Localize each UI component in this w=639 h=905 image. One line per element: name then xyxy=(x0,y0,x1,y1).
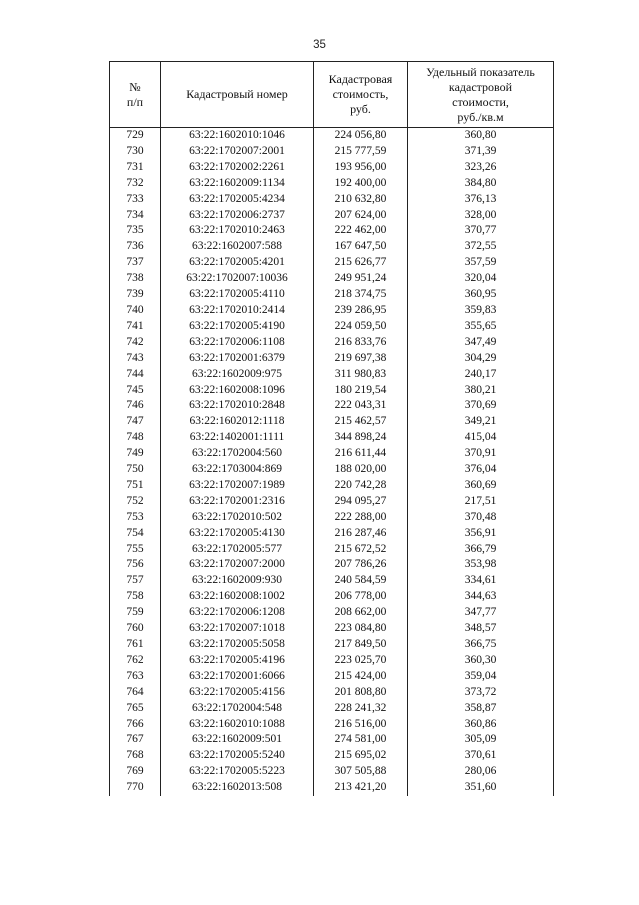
cadastral-value-cell: 180 219,54 xyxy=(314,383,408,399)
cadastral-number-cell: 63:22:1702001:6379 xyxy=(161,351,314,367)
cadastral-value-cell: 222 043,31 xyxy=(314,398,408,414)
table-row xyxy=(110,271,554,287)
cadastral-value-cell: 228 241,32 xyxy=(314,701,408,717)
header-row-number: № п/п xyxy=(110,62,161,128)
table-row xyxy=(110,223,554,239)
table-row xyxy=(110,685,554,701)
cadastral-value-table xyxy=(109,61,554,796)
cadastral-number-cell: 63:22:1702005:4190 xyxy=(161,319,314,335)
table-row xyxy=(110,701,554,717)
cadastral-value-cell: 207 786,26 xyxy=(314,557,408,573)
cadastral-value-cell: 207 624,00 xyxy=(314,208,408,224)
specific-value-cell: 348,57 xyxy=(408,621,554,637)
table-row xyxy=(110,128,554,144)
row-number-cell: 751 xyxy=(110,478,161,494)
table-row xyxy=(110,208,554,224)
specific-value-cell: 328,00 xyxy=(408,208,554,224)
specific-value-cell: 305,09 xyxy=(408,732,554,748)
cadastral-number-cell: 63:22:1702006:2737 xyxy=(161,208,314,224)
row-number-cell: 738 xyxy=(110,271,161,287)
row-number-cell: 731 xyxy=(110,160,161,176)
cadastral-value-cell: 215 626,77 xyxy=(314,255,408,271)
row-number-cell: 747 xyxy=(110,414,161,430)
specific-value-cell: 280,06 xyxy=(408,764,554,780)
row-number-cell: 759 xyxy=(110,605,161,621)
row-number-cell: 740 xyxy=(110,303,161,319)
table-row xyxy=(110,255,554,271)
specific-value-cell: 376,04 xyxy=(408,462,554,478)
table-row xyxy=(110,335,554,351)
cadastral-number-cell: 63:22:1602008:1002 xyxy=(161,589,314,605)
table-row xyxy=(110,319,554,335)
header-row xyxy=(110,62,554,128)
table-row xyxy=(110,192,554,208)
row-number-cell: 742 xyxy=(110,335,161,351)
row-number-cell: 753 xyxy=(110,510,161,526)
cadastral-value-cell: 215 672,52 xyxy=(314,542,408,558)
specific-value-cell: 370,77 xyxy=(408,223,554,239)
table-row xyxy=(110,764,554,780)
specific-value-cell: 349,21 xyxy=(408,414,554,430)
table-row xyxy=(110,573,554,589)
table-row xyxy=(110,383,554,399)
cadastral-value-cell: 222 288,00 xyxy=(314,510,408,526)
cadastral-number-cell: 63:22:1602010:1088 xyxy=(161,717,314,733)
cadastral-number-cell: 63:22:1702005:577 xyxy=(161,542,314,558)
row-number-cell: 749 xyxy=(110,446,161,462)
cadastral-number-cell: 63:22:1602013:508 xyxy=(161,780,314,796)
row-number-cell: 768 xyxy=(110,748,161,764)
cadastral-value-cell: 294 095,27 xyxy=(314,494,408,510)
cadastral-number-cell: 63:22:1702010:502 xyxy=(161,510,314,526)
cadastral-value-cell: 218 374,75 xyxy=(314,287,408,303)
row-number-cell: 762 xyxy=(110,653,161,669)
table-row xyxy=(110,160,554,176)
table-row xyxy=(110,732,554,748)
cadastral-value-cell: 249 951,24 xyxy=(314,271,408,287)
specific-value-cell: 351,60 xyxy=(408,780,554,796)
row-number-cell: 734 xyxy=(110,208,161,224)
row-number-cell: 739 xyxy=(110,287,161,303)
specific-value-cell: 370,48 xyxy=(408,510,554,526)
cadastral-number-cell: 63:22:1702007:2000 xyxy=(161,557,314,573)
row-number-cell: 745 xyxy=(110,383,161,399)
table-row xyxy=(110,748,554,764)
cadastral-number-cell: 63:22:1702005:4130 xyxy=(161,526,314,542)
table-row xyxy=(110,478,554,494)
specific-value-cell: 358,87 xyxy=(408,701,554,717)
row-number-cell: 765 xyxy=(110,701,161,717)
specific-value-cell: 360,80 xyxy=(408,128,554,144)
row-number-cell: 746 xyxy=(110,398,161,414)
table-row xyxy=(110,653,554,669)
cadastral-value-cell: 215 695,02 xyxy=(314,748,408,764)
row-number-cell: 766 xyxy=(110,717,161,733)
specific-value-cell: 217,51 xyxy=(408,494,554,510)
cadastral-value-cell: 215 424,00 xyxy=(314,669,408,685)
specific-value-cell: 357,59 xyxy=(408,255,554,271)
cadastral-value-cell: 213 421,20 xyxy=(314,780,408,796)
specific-value-cell: 370,91 xyxy=(408,446,554,462)
specific-value-cell: 360,95 xyxy=(408,287,554,303)
cadastral-number-cell: 63:22:1602009:975 xyxy=(161,367,314,383)
table-row xyxy=(110,144,554,160)
cadastral-value-cell: 224 056,80 xyxy=(314,128,408,144)
specific-value-cell: 360,86 xyxy=(408,717,554,733)
specific-value-cell: 334,61 xyxy=(408,573,554,589)
table-row xyxy=(110,669,554,685)
table-row xyxy=(110,557,554,573)
specific-value-cell: 415,04 xyxy=(408,430,554,446)
cadastral-number-cell: 63:22:1702004:560 xyxy=(161,446,314,462)
cadastral-number-cell: 63:22:1602007:588 xyxy=(161,239,314,255)
cadastral-number-cell: 63:22:1702005:5223 xyxy=(161,764,314,780)
cadastral-value-cell: 274 581,00 xyxy=(314,732,408,748)
cadastral-value-cell: 193 956,00 xyxy=(314,160,408,176)
specific-value-cell: 347,49 xyxy=(408,335,554,351)
table-row xyxy=(110,287,554,303)
cadastral-value-cell: 344 898,24 xyxy=(314,430,408,446)
specific-value-cell: 373,72 xyxy=(408,685,554,701)
table-row xyxy=(110,430,554,446)
table-row xyxy=(110,589,554,605)
specific-value-cell: 366,79 xyxy=(408,542,554,558)
specific-value-cell: 380,21 xyxy=(408,383,554,399)
cadastral-value-cell: 215 777,59 xyxy=(314,144,408,160)
cadastral-value-cell: 216 833,76 xyxy=(314,335,408,351)
cadastral-number-cell: 63:22:1702007:10036 xyxy=(161,271,314,287)
row-number-cell: 752 xyxy=(110,494,161,510)
row-number-cell: 735 xyxy=(110,223,161,239)
cadastral-value-cell: 223 025,70 xyxy=(314,653,408,669)
cadastral-value-cell: 311 980,83 xyxy=(314,367,408,383)
header-cadastral-value: Кадастровая стоимость, руб. xyxy=(314,62,408,128)
table-row xyxy=(110,621,554,637)
cadastral-number-cell: 63:22:1602012:1118 xyxy=(161,414,314,430)
row-number-cell: 758 xyxy=(110,589,161,605)
specific-value-cell: 376,13 xyxy=(408,192,554,208)
table-row xyxy=(110,717,554,733)
header-cadastral-number: Кадастровый номер xyxy=(161,62,314,128)
specific-value-cell: 356,91 xyxy=(408,526,554,542)
row-number-cell: 729 xyxy=(110,128,161,144)
row-number-cell: 750 xyxy=(110,462,161,478)
cadastral-value-cell: 208 662,00 xyxy=(314,605,408,621)
cadastral-number-cell: 63:22:1602010:1046 xyxy=(161,128,314,144)
row-number-cell: 743 xyxy=(110,351,161,367)
specific-value-cell: 370,69 xyxy=(408,398,554,414)
cadastral-value-cell: 222 462,00 xyxy=(314,223,408,239)
table-row xyxy=(110,303,554,319)
row-number-cell: 748 xyxy=(110,430,161,446)
cadastral-value-cell: 223 084,80 xyxy=(314,621,408,637)
row-number-cell: 736 xyxy=(110,239,161,255)
cadastral-number-cell: 63:22:1602009:501 xyxy=(161,732,314,748)
specific-value-cell: 359,04 xyxy=(408,669,554,685)
cadastral-number-cell: 63:22:1702004:548 xyxy=(161,701,314,717)
specific-value-cell: 372,55 xyxy=(408,239,554,255)
row-number-cell: 741 xyxy=(110,319,161,335)
cadastral-value-cell: 307 505,88 xyxy=(314,764,408,780)
specific-value-cell: 359,83 xyxy=(408,303,554,319)
row-number-cell: 770 xyxy=(110,780,161,796)
specific-value-cell: 384,80 xyxy=(408,176,554,192)
cadastral-number-cell: 63:22:1702005:5240 xyxy=(161,748,314,764)
specific-value-cell: 355,65 xyxy=(408,319,554,335)
specific-value-cell: 320,04 xyxy=(408,271,554,287)
header-specific-value: Удельный показатель кадастровой стоимости, руб./кв.м xyxy=(408,62,554,128)
cadastral-number-cell: 63:22:1702010:2463 xyxy=(161,223,314,239)
table-row xyxy=(110,446,554,462)
table-row xyxy=(110,510,554,526)
cadastral-value-cell: 215 462,57 xyxy=(314,414,408,430)
specific-value-cell: 353,98 xyxy=(408,557,554,573)
row-number-cell: 730 xyxy=(110,144,161,160)
cadastral-number-cell: 63:22:1702007:1989 xyxy=(161,478,314,494)
cadastral-number-cell: 63:22:1702002:2261 xyxy=(161,160,314,176)
cadastral-number-cell: 63:22:1702006:1108 xyxy=(161,335,314,351)
table-row xyxy=(110,780,554,796)
specific-value-cell: 323,26 xyxy=(408,160,554,176)
row-number-cell: 760 xyxy=(110,621,161,637)
table-row xyxy=(110,239,554,255)
row-number-cell: 761 xyxy=(110,637,161,653)
cadastral-number-cell: 63:22:1702001:6066 xyxy=(161,669,314,685)
cadastral-number-cell: 63:22:1702005:4201 xyxy=(161,255,314,271)
table-row xyxy=(110,351,554,367)
specific-value-cell: 344,63 xyxy=(408,589,554,605)
row-number-cell: 744 xyxy=(110,367,161,383)
cadastral-value-cell: 239 286,95 xyxy=(314,303,408,319)
table-row xyxy=(110,605,554,621)
table-body xyxy=(110,128,554,797)
specific-value-cell: 360,69 xyxy=(408,478,554,494)
cadastral-number-cell: 63:22:1702005:5058 xyxy=(161,637,314,653)
row-number-cell: 764 xyxy=(110,685,161,701)
cadastral-value-cell: 216 287,46 xyxy=(314,526,408,542)
cadastral-value-cell: 220 742,28 xyxy=(314,478,408,494)
row-number-cell: 733 xyxy=(110,192,161,208)
row-number-cell: 756 xyxy=(110,557,161,573)
specific-value-cell: 240,17 xyxy=(408,367,554,383)
cadastral-number-cell: 63:22:1702010:2414 xyxy=(161,303,314,319)
cadastral-number-cell: 63:22:1702005:4110 xyxy=(161,287,314,303)
cadastral-value-cell: 219 697,38 xyxy=(314,351,408,367)
cadastral-number-cell: 63:22:1702006:1208 xyxy=(161,605,314,621)
row-number-cell: 754 xyxy=(110,526,161,542)
cadastral-number-cell: 63:22:1402001:1111 xyxy=(161,430,314,446)
table-row xyxy=(110,367,554,383)
table-row xyxy=(110,398,554,414)
cadastral-number-cell: 63:22:1702001:2316 xyxy=(161,494,314,510)
table-row xyxy=(110,462,554,478)
cadastral-value-cell: 188 020,00 xyxy=(314,462,408,478)
cadastral-value-cell: 206 778,00 xyxy=(314,589,408,605)
cadastral-value-cell: 216 611,44 xyxy=(314,446,408,462)
cadastral-number-cell: 63:22:1702005:4196 xyxy=(161,653,314,669)
table-row xyxy=(110,637,554,653)
cadastral-value-cell: 240 584,59 xyxy=(314,573,408,589)
cadastral-value-cell: 224 059,50 xyxy=(314,319,408,335)
cadastral-value-cell: 216 516,00 xyxy=(314,717,408,733)
specific-value-cell: 366,75 xyxy=(408,637,554,653)
row-number-cell: 732 xyxy=(110,176,161,192)
table-row xyxy=(110,542,554,558)
row-number-cell: 737 xyxy=(110,255,161,271)
specific-value-cell: 347,77 xyxy=(408,605,554,621)
row-number-cell: 755 xyxy=(110,542,161,558)
specific-value-cell: 370,61 xyxy=(408,748,554,764)
specific-value-cell: 304,29 xyxy=(408,351,554,367)
table-row xyxy=(110,414,554,430)
row-number-cell: 763 xyxy=(110,669,161,685)
table-row xyxy=(110,494,554,510)
cadastral-value-cell: 192 400,00 xyxy=(314,176,408,192)
row-number-cell: 769 xyxy=(110,764,161,780)
cadastral-value-cell: 217 849,50 xyxy=(314,637,408,653)
cadastral-number-cell: 63:22:1602009:930 xyxy=(161,573,314,589)
row-number-cell: 757 xyxy=(110,573,161,589)
cadastral-number-cell: 63:22:1602009:1134 xyxy=(161,176,314,192)
cadastral-number-cell: 63:22:1702010:2848 xyxy=(161,398,314,414)
cadastral-value-cell: 167 647,50 xyxy=(314,239,408,255)
specific-value-cell: 360,30 xyxy=(408,653,554,669)
table-row xyxy=(110,526,554,542)
cadastral-number-cell: 63:22:1602008:1096 xyxy=(161,383,314,399)
row-number-cell: 767 xyxy=(110,732,161,748)
specific-value-cell: 371,39 xyxy=(408,144,554,160)
cadastral-number-cell: 63:22:1703004:869 xyxy=(161,462,314,478)
page-number: 35 xyxy=(313,39,326,51)
cadastral-value-cell: 201 808,80 xyxy=(314,685,408,701)
cadastral-number-cell: 63:22:1702007:2001 xyxy=(161,144,314,160)
cadastral-number-cell: 63:22:1702005:4156 xyxy=(161,685,314,701)
cadastral-number-cell: 63:22:1702005:4234 xyxy=(161,192,314,208)
table-header xyxy=(110,62,554,128)
cadastral-number-cell: 63:22:1702007:1018 xyxy=(161,621,314,637)
cadastral-value-cell: 210 632,80 xyxy=(314,192,408,208)
table-row xyxy=(110,176,554,192)
